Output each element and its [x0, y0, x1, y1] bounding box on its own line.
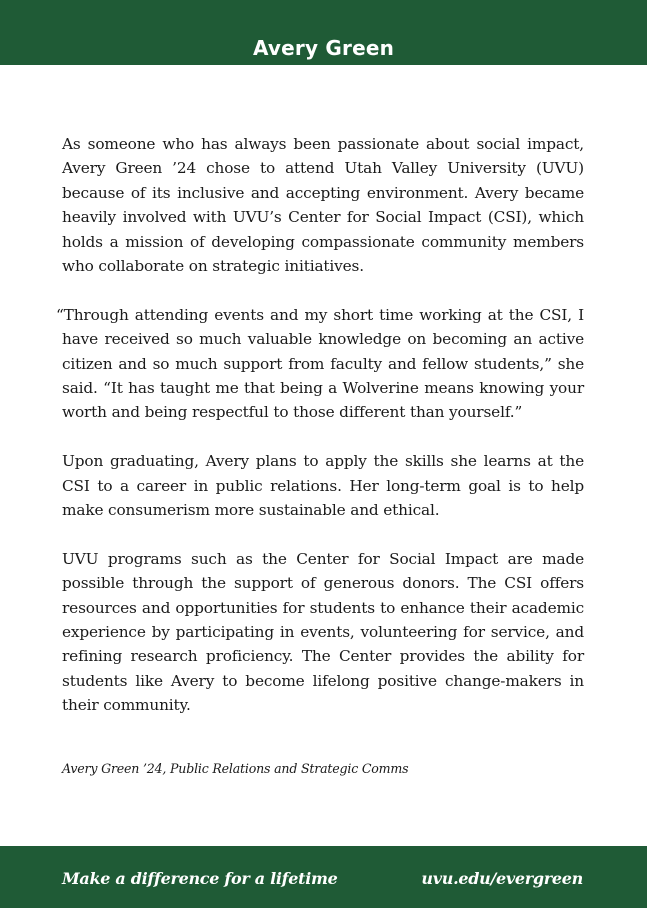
page-title: Avery Green [252, 36, 395, 60]
article-body [56, 132, 584, 742]
photo-caption: Avery Green ’24, Public Relations and Strategic Comms [62, 761, 409, 776]
footer-url-link[interactable]: uvu.edu/evergreen [421, 869, 583, 888]
paragraph-quote: “Through attending events and my short time working at the CSI, I have received so much valuable knowledge on becoming an active citizen and so much support from faculty and fellow students,” she said. “It has taught me that being a Wolverine means knowing your worth and being respectful to those different than yourself.” [56, 305, 584, 422]
footer-tagline: Make a difference for a lifetime [62, 869, 338, 888]
paragraph-programs: UVU programs such as the Center for Social Impact are made possible through the support of generous donors. The CSI offers resources and opportunities for students to enhance their academic experience by participating in events, volunteering for service, and refining research proficiency. The Center provides the ability for students like Avery to become lifelong positive change-makers in their community. [62, 549, 584, 715]
paragraph-plans: Upon graduating, Avery plans to apply the skills she learns at the CSI to a career in public relations. Her long-term goal is to help make consumerism more sustainable and ethical. [62, 452, 584, 520]
paragraph-intro: As someone who has always been passionate about social impact, Avery Green ’24 chose to attend Utah Valley University (UVU) because of its inclusive and accepting environment. Avery became heavily involved with UVU’s Center for Social Impact (CSI), which holds a mission of developing compassionate community members who collaborate on strategic initiatives. [62, 135, 584, 276]
